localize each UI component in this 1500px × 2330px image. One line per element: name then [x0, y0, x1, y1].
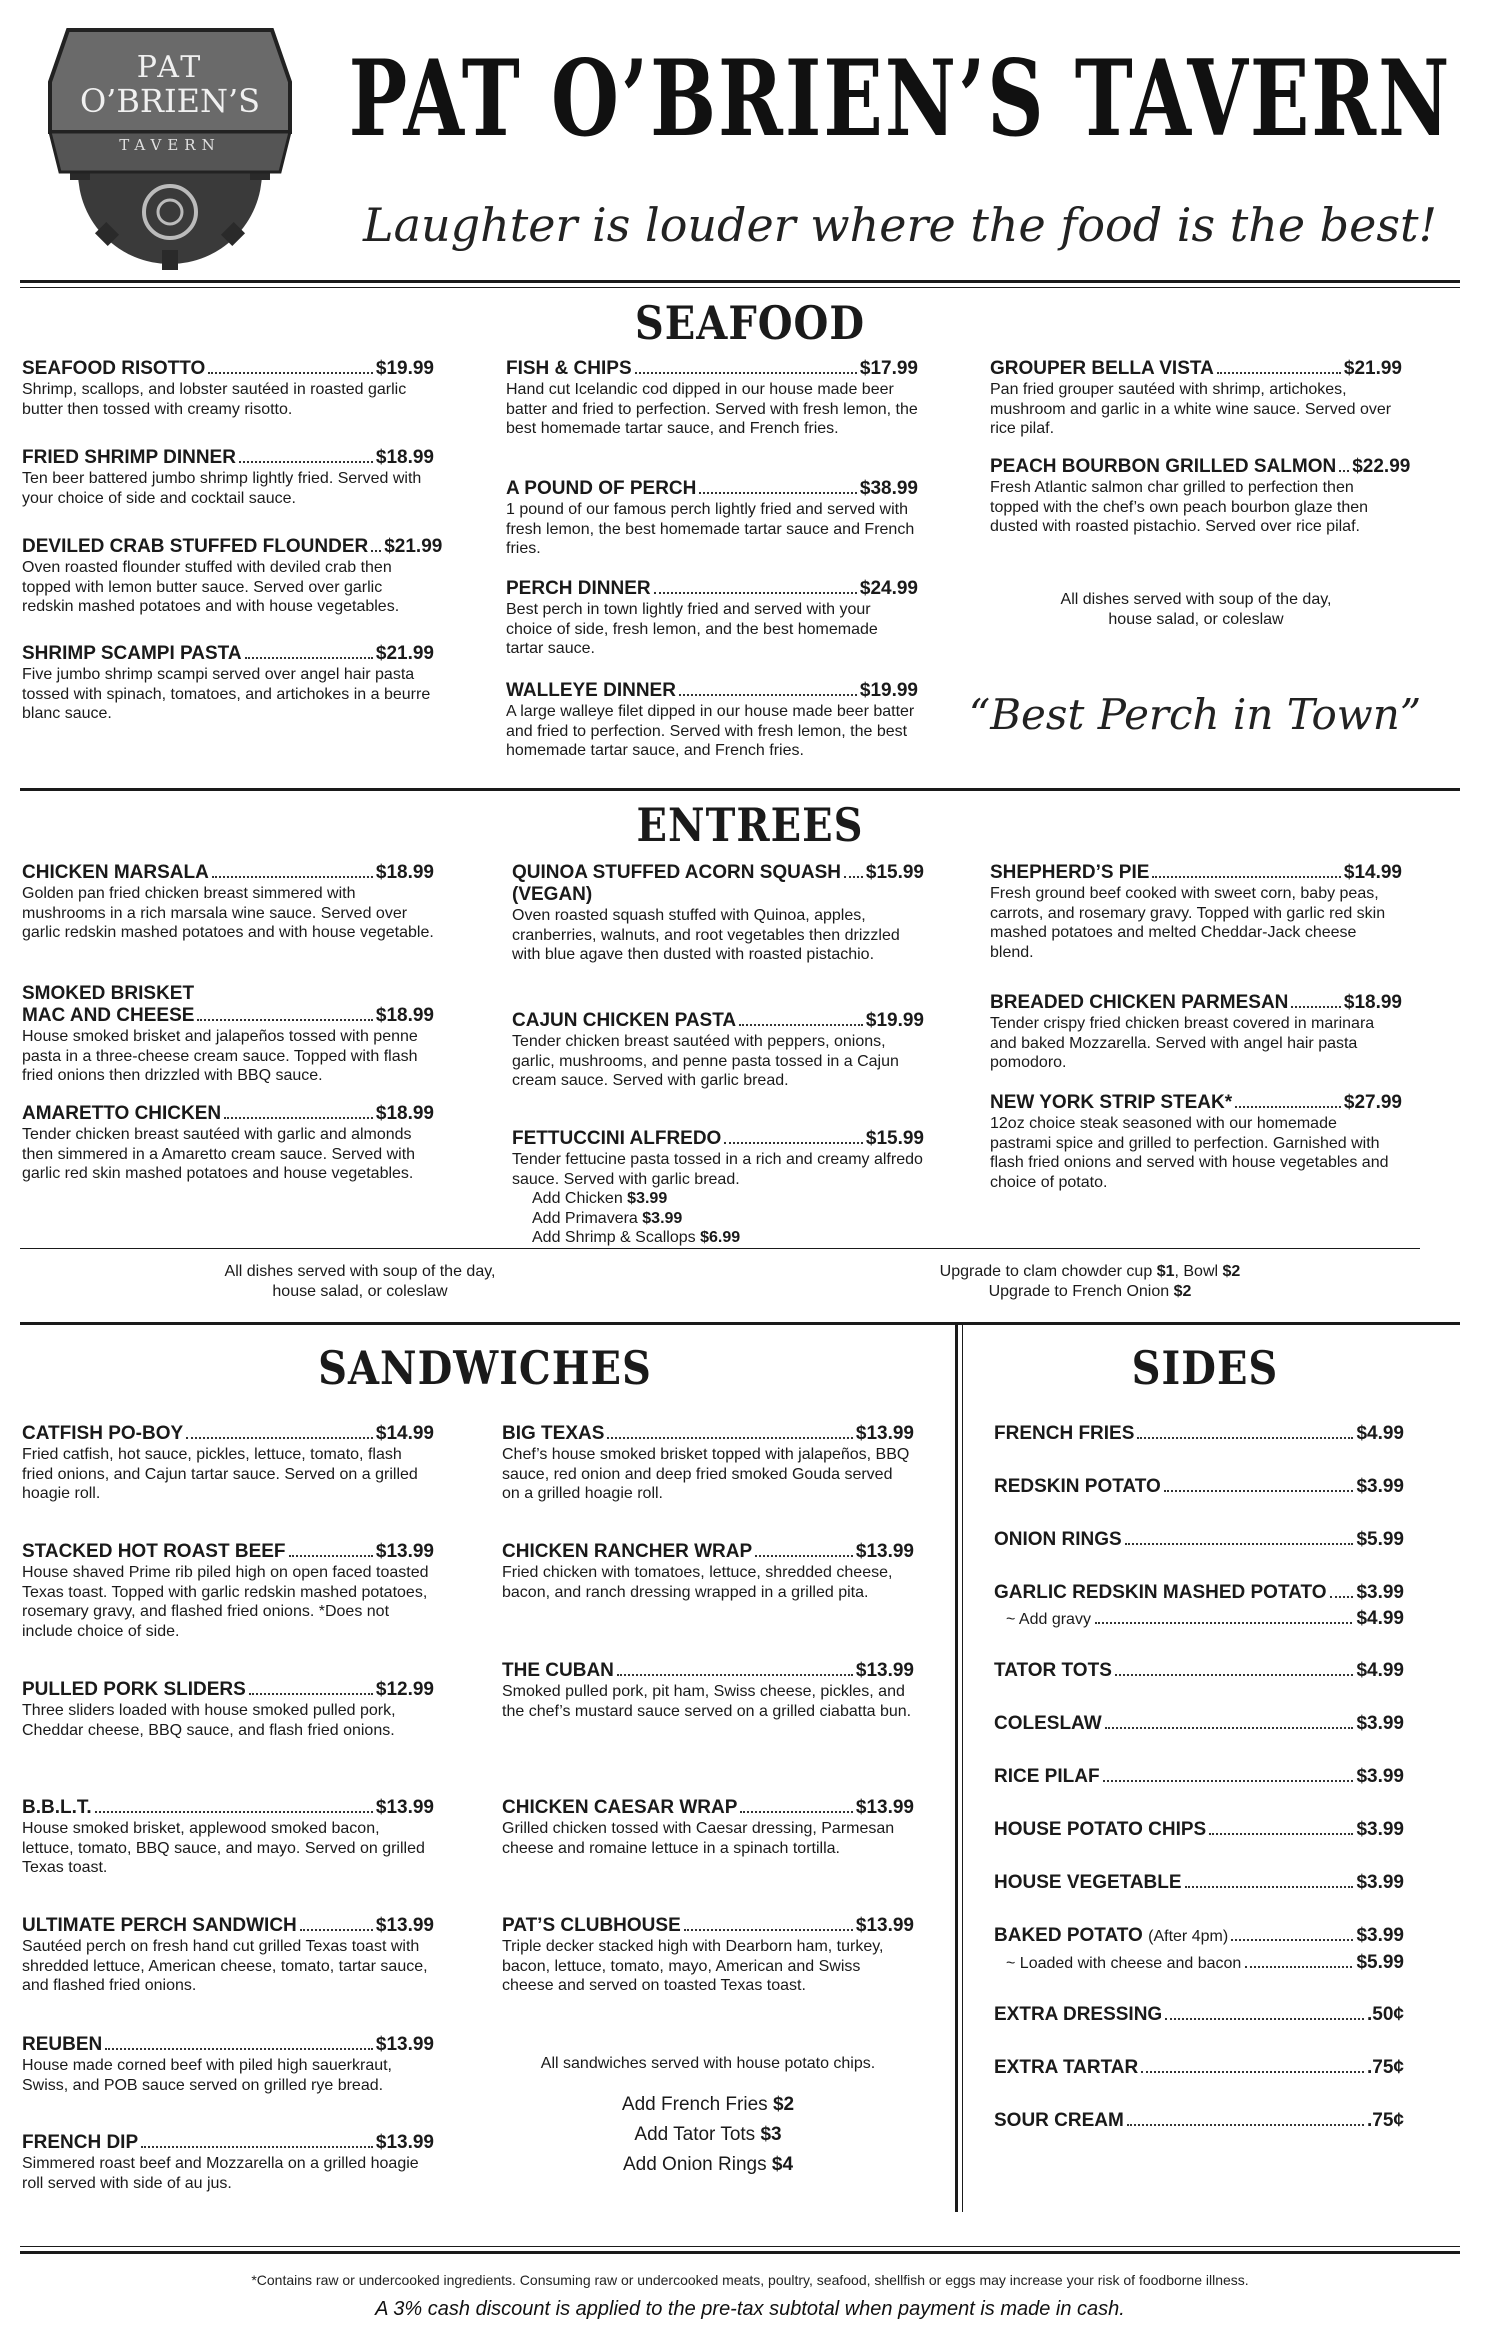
item-price: $38.99: [859, 478, 918, 499]
item-desc: Fried catfish, hot sauce, pickles, lettuce, tomato, flash fried onions, and Cajun tartar sauce. Served on a grilled hoagie roll.: [22, 1446, 418, 1502]
item-price: $19.99: [859, 680, 918, 701]
side-item: [994, 1819, 1404, 1841]
addon-line: Add Shrimp & Scallops $6.99: [532, 1229, 741, 1246]
logo-text-obriens: O’BRIEN’S: [79, 82, 261, 120]
side-option: ~ Loaded with cheese and bacon $5.99: [1006, 1952, 1404, 1973]
item-name: SEAFOOD RISOTTO: [22, 358, 206, 379]
item-price: $3.99: [1356, 1766, 1404, 1787]
logo-text-pat: PAT: [136, 50, 204, 85]
item-desc: Best perch in town lightly fried and served with your choice of side, fresh lemon, and the best homemade tartar sauce.: [506, 601, 878, 657]
item-name: CHICKEN CAESAR WRAP: [502, 1797, 738, 1818]
item-name: REUBEN: [22, 2034, 103, 2055]
menu-item: [22, 2034, 434, 2095]
menu-item: [506, 578, 918, 659]
item-name: REDSKIN POTATO: [994, 1476, 1161, 1497]
divider-entrees-notes: [20, 1248, 1420, 1249]
item-price: $3.99: [1356, 1925, 1404, 1946]
item-desc: Sautéed perch on fresh hand cut grilled Texas toast with shredded lettuce, American cheese, tomato, tartar sauce, and flashed fried onions.: [22, 1938, 428, 1994]
item-desc: Triple decker stacked high with Dearborn ham, turkey, bacon, lettuce, tomato, mayo, American and Swiss cheese and served on toasted Texas toast.: [502, 1938, 884, 1994]
item-price: $27.99: [1343, 1092, 1402, 1113]
item-note: (After 4pm): [1148, 1928, 1229, 1945]
divider-vertical-1: [955, 1322, 958, 2212]
side-item: [994, 1529, 1404, 1551]
page-title: PAT O’BRIEN’S TAVERN: [348, 38, 1452, 161]
item-name: FRENCH FRIES: [994, 1423, 1135, 1444]
item-name: SHEPHERD’S PIE: [990, 862, 1150, 883]
item-price: $13.99: [855, 1660, 914, 1681]
item-name: PERCH DINNER: [506, 578, 651, 599]
sandwiches-note: All sandwiches served with house potato chips.: [540, 2055, 876, 2072]
item-price: $15.99: [865, 1128, 924, 1149]
item-price: .50¢: [1367, 2004, 1404, 2025]
menu-item: [22, 536, 443, 617]
addon-line: Add French Fries $2: [621, 2094, 795, 2115]
item-desc: Tender chicken breast sautéed with garlic and almonds then simmered in a Amaretto cream sauce. Served with garlic red skin mashed potatoes and house vegetables.: [22, 1126, 416, 1182]
seafood-title: SEAFOOD: [634, 296, 866, 351]
logo-text-tavern: TAVERN: [119, 136, 221, 154]
addon-line: Add Primavera $3.99: [532, 1209, 683, 1227]
item-price: $18.99: [1343, 992, 1402, 1013]
sandwiches-title: SANDWICHES: [318, 1341, 652, 1396]
item-desc: Fresh ground beef cooked with sweet corn, baby peas, carrots, and rosemary gravy. Topped with garlic red skin mashed potatoes and melted Cheddar-Jack cheese blend.: [990, 885, 1386, 961]
item-name: RICE PILAF: [994, 1766, 1100, 1787]
menu-item: [502, 1915, 914, 1996]
item-name: HOUSE POTATO CHIPS: [994, 1819, 1207, 1840]
item-name-line2: (VEGAN): [512, 884, 593, 905]
item-price: $21.99: [384, 536, 443, 557]
item-desc: House smoked brisket, applewood smoked bacon, lettuce, tomato, BBQ sauce, and mayo. Served on grilled Texas toast.: [22, 1820, 425, 1876]
item-price: $13.99: [375, 1541, 434, 1562]
divider-top-1: [20, 280, 1460, 283]
side-item: [994, 1423, 1404, 1445]
addon-line: Add Tator Tots $3: [634, 2124, 782, 2145]
item-desc: Smoked pulled pork, pit ham, Swiss cheese, pickles, and the chef’s mustard sauce served on a grilled ciabatta bun.: [502, 1683, 912, 1720]
item-price: $13.99: [375, 2034, 434, 2055]
item-price: $14.99: [1343, 862, 1402, 883]
item-name: NEW YORK STRIP STEAK*: [990, 1092, 1233, 1113]
item-desc: Golden pan fried chicken breast simmered with mushrooms in a rich marsala wine sauce. Served over garlic redskin mashed potatoes and with house vegetable.: [22, 885, 434, 941]
menu-item: [506, 358, 918, 439]
side-item: [994, 2004, 1404, 2026]
item-desc: Five jumbo shrimp scampi served over angel hair pasta tossed with spinach, tomatoes, and artichokes in a beurre blanc sauce.: [22, 666, 431, 722]
menu-item: [990, 862, 1402, 962]
item-price: .75¢: [1367, 2057, 1404, 2078]
item-price: $3.99: [1356, 1872, 1404, 1893]
item-desc: Hand cut Icelandic cod dipped in our house made beer batter and fried to perfection. Served with fresh lemon, the best homemade tartar sauce, and French fries.: [506, 381, 918, 437]
logo-badge: [40, 22, 300, 272]
item-name: EXTRA TARTAR: [994, 2057, 1139, 2078]
item-price: $13.99: [855, 1797, 914, 1818]
item-name: ULTIMATE PERCH SANDWICH: [22, 1915, 297, 1936]
item-desc: Fried chicken with tomatoes, lettuce, shredded cheese, bacon, and ranch dressing wrapped in a grilled pita.: [502, 1564, 893, 1601]
item-name: CHICKEN MARSALA: [22, 862, 209, 883]
upgrade-line: Upgrade to clam chowder cup $1, Bowl $2: [939, 1263, 1241, 1280]
item-desc: Oven roasted squash stuffed with Quinoa, apples, cranberries, walnuts, and root vegetables then drizzled with blue agave then dusted with roasted pistachio.: [512, 907, 900, 963]
item-name: MAC AND CHEESE: [22, 1005, 195, 1026]
cash-discount-note: A 3% cash discount is applied to the pre-tax subtotal when payment is made in cash.: [375, 2298, 1125, 2320]
seafood-note: [990, 590, 1402, 630]
item-price: $14.99: [375, 1423, 434, 1444]
item-name: DEVILED CRAB STUFFED FLOUNDER: [22, 536, 369, 557]
item-name: BREADED CHICKEN PARMESAN: [990, 992, 1289, 1013]
item-desc: 12oz choice steak seasoned with our homemade pastrami spice and grilled to perfection. Garnished with flash fried onions and served with house vegetables and choice of potato.: [990, 1115, 1389, 1191]
item-name: EXTRA DRESSING: [994, 2004, 1163, 2025]
menu-item: [22, 1797, 434, 1878]
item-name: ONION RINGS: [994, 1529, 1122, 1550]
item-price: $13.99: [375, 1915, 434, 1936]
side-item: [994, 2110, 1404, 2132]
menu-item: [506, 680, 918, 761]
item-name: COLESLAW: [994, 1713, 1102, 1734]
item-name: GROUPER BELLA VISTA: [990, 358, 1214, 379]
menu-item: [22, 1679, 434, 1740]
menu-item: [22, 447, 434, 508]
item-desc: House shaved Prime rib piled high on open faced toasted Texas toast. Topped with garlic redskin mashed potatoes, rosemary gravy, and flashed fried onions. *Does not include choice of side.: [22, 1564, 429, 1640]
item-price: $12.99: [375, 1679, 434, 1700]
item-name: PEACH BOURBON GRILLED SALMON: [990, 456, 1337, 477]
divider-footer-2: [20, 2251, 1460, 2254]
menu-item: [22, 1423, 434, 1504]
item-name: STACKED HOT ROAST BEEF: [22, 1541, 286, 1562]
item-desc: House smoked brisket and jalapeños tossed with penne pasta in a three-cheese cream sauce. Topped with flash fried onions then drizzled with BBQ sauce.: [22, 1028, 418, 1084]
item-name: WALLEYE DINNER: [506, 680, 676, 701]
item-price: $19.99: [865, 1010, 924, 1031]
note-line: All dishes served with soup of the day,: [224, 1263, 496, 1280]
item-name: SOUR CREAM: [994, 2110, 1124, 2131]
item-name: PULLED PORK SLIDERS: [22, 1679, 246, 1700]
item-desc: Chef’s house smoked brisket topped with jalapeños, BBQ sauce, red onion and deep fried smoked Gouda served on a grilled hoagie roll.: [502, 1446, 910, 1502]
menu-item: [22, 1103, 434, 1184]
item-desc: Simmered roast beef and Mozzarella on a grilled hoagie roll served with side of au jus.: [22, 2155, 419, 2192]
item-name: CAJUN CHICKEN PASTA: [512, 1010, 737, 1031]
menu-item: [990, 456, 1411, 537]
item-name: TATOR TOTS: [994, 1660, 1112, 1681]
side-option: ~ Add gravy $4.99: [1006, 1608, 1404, 1629]
menu-item: [22, 1915, 434, 1996]
menu-item: [512, 1010, 924, 1091]
item-name: CHICKEN RANCHER WRAP: [502, 1541, 753, 1562]
item-price: $24.99: [859, 578, 918, 599]
item-name: THE CUBAN: [502, 1660, 614, 1681]
divider-entrees: [20, 788, 1460, 791]
divider-sandwiches: [20, 1322, 1460, 1325]
item-name: BAKED POTATO: [994, 1925, 1143, 1946]
item-price: $4.99: [1356, 1423, 1404, 1444]
item-desc: Tender chicken breast sautéed with peppers, onions, garlic, mushrooms, and penne pasta tossed in a Cajun cream sauce. Served with garlic bread.: [512, 1033, 899, 1089]
item-desc: Tender fettucine pasta tossed in a rich and creamy alfredo sauce. Served with garlic bread.: [512, 1151, 923, 1188]
menu-item: [502, 1660, 914, 1721]
item-name: FRIED SHRIMP DINNER: [22, 447, 236, 468]
menu-item: [512, 862, 924, 965]
item-price: $18.99: [375, 447, 434, 468]
note-line: house salad, or coleslaw: [272, 1283, 448, 1300]
item-name: AMARETTO CHICKEN: [22, 1103, 222, 1124]
item-price: $13.99: [855, 1423, 914, 1444]
item-name: PAT’S CLUBHOUSE: [502, 1915, 681, 1936]
item-desc: House made corned beef with piled high sauerkraut, Swiss, and POB sauce served on grilled rye bread.: [22, 2057, 392, 2094]
item-price: $19.99: [375, 358, 434, 379]
item-price: $18.99: [375, 1005, 434, 1026]
item-price: $15.99: [865, 862, 924, 883]
item-name: BIG TEXAS: [502, 1423, 605, 1444]
side-item: [994, 1476, 1404, 1498]
menu-item: [502, 1541, 914, 1602]
item-name: A POUND OF PERCH: [506, 478, 697, 499]
side-item: [994, 1713, 1404, 1735]
item-desc: Tender crispy fried chicken breast covered in marinara and baked Mozzarella. Served with angel hair pasta pomodoro.: [990, 1015, 1375, 1071]
item-name: FRENCH DIP: [22, 2132, 139, 2153]
menu-item: [22, 2132, 434, 2193]
item-desc: Ten beer battered jumbo shrimp lightly fried. Served with your choice of side and cocktail sauce.: [22, 470, 422, 507]
note-line: house salad, or coleslaw: [1108, 611, 1284, 628]
menu-item: [22, 1541, 434, 1641]
item-price: $13.99: [855, 1915, 914, 1936]
item-price: .75¢: [1367, 2110, 1404, 2131]
item-price: $3.99: [1356, 1476, 1404, 1497]
item-desc: Pan fried grouper sautéed with shrimp, artichokes, mushroom and garlic in a white wine sauce. Served over rice pilaf.: [990, 381, 1392, 437]
upgrade-line: Upgrade to French Onion $2: [988, 1283, 1192, 1300]
item-price: $3.99: [1356, 1582, 1404, 1603]
item-price: $21.99: [375, 643, 434, 664]
item-price: $4.99: [1356, 1660, 1404, 1681]
menu-item: [22, 358, 434, 419]
item-price: $13.99: [375, 1797, 434, 1818]
side-item: [994, 2057, 1404, 2079]
item-price: $3.99: [1356, 1713, 1404, 1734]
item-name: QUINOA STUFFED ACORN SQUASH: [512, 862, 841, 883]
disclaimer: *Contains raw or undercooked ingredients. Consuming raw or undercooked meats, poultry, seafood, shellfish or eggs may increase your risk of foodborne illness.: [251, 2272, 1249, 2288]
item-price: $13.99: [855, 1541, 914, 1562]
item-desc: 1 pound of our famous perch lightly fried and served with fresh lemon, the best homemade tartar sauce and French fries.: [506, 501, 915, 557]
menu-item: [990, 358, 1402, 439]
divider-footer-1: [20, 2246, 1460, 2247]
item-name: CATFISH PO-BOY: [22, 1423, 184, 1444]
item-price: $3.99: [1356, 1819, 1404, 1840]
item-name: HOUSE VEGETABLE: [994, 1872, 1182, 1893]
item-desc: Oven roasted flounder stuffed with deviled crab then topped with lemon butter sauce. Served over garlic redskin mashed potatoes and with house vegetables.: [22, 559, 400, 615]
item-price: $18.99: [375, 862, 434, 883]
tagline: Laughter is louder where the food is the best!: [363, 198, 1437, 252]
menu-item: [502, 1797, 914, 1858]
item-price: $5.99: [1356, 1529, 1404, 1550]
divider-top-2: [20, 287, 1460, 288]
item-price: $13.99: [375, 2132, 434, 2153]
addon-line: Add Onion Rings $4: [622, 2154, 794, 2175]
entrees-title: ENTREES: [636, 798, 864, 853]
sides-title: SIDES: [1131, 1341, 1279, 1396]
item-name: FETTUCCINI ALFREDO: [512, 1128, 722, 1149]
menu-item: [22, 983, 434, 1086]
menu-item: [502, 1423, 914, 1504]
menu-item: [990, 992, 1402, 1073]
item-desc: Fresh Atlantic salmon char grilled to perfection then topped with the chef’s own peach bourbon glaze then dusted with roasted pistachio. Served over rice pilaf.: [990, 479, 1369, 535]
menu-item: [990, 1092, 1402, 1192]
entrees-note: [150, 1262, 570, 1302]
side-item: [994, 1925, 1404, 1974]
menu-item: [22, 643, 434, 724]
item-price: $22.99: [1352, 456, 1411, 477]
item-name: SHRIMP SCAMPI PASTA: [22, 643, 242, 664]
item-price: $17.99: [859, 358, 918, 379]
best-perch-quote: “Best Perch in Town”: [968, 690, 1422, 739]
menu-item: [512, 1128, 924, 1248]
entrees-upgrades: [880, 1262, 1300, 1302]
item-desc: Three sliders loaded with house smoked pulled pork, Cheddar cheese, BBQ sauce, and flash fried onions.: [22, 1702, 396, 1739]
sandwiches-addons: [502, 2090, 914, 2180]
addon-line: Add Chicken $3.99: [532, 1190, 668, 1207]
side-item: [994, 1660, 1404, 1682]
item-desc: A large walleye filet dipped in our house made beer batter and fried to perfection. Served with fresh lemon, the best homemade tartar sauce, and French fries.: [506, 703, 915, 759]
note-line: All dishes served with soup of the day,: [1060, 591, 1332, 608]
item-price: $21.99: [1343, 358, 1402, 379]
item-name: FISH & CHIPS: [506, 358, 632, 379]
item-desc: Grilled chicken tossed with Caesar dressing, Parmesan cheese and romaine lettuce in a spinach tortilla.: [502, 1820, 895, 1857]
menu-item: [22, 862, 434, 943]
item-price: $18.99: [375, 1103, 434, 1124]
divider-vertical-2: [962, 1322, 963, 2212]
item-name: GARLIC REDSKIN MASHED POTATO: [994, 1582, 1327, 1603]
side-item: [994, 1766, 1404, 1788]
item-desc: Shrimp, scallops, and lobster sautéed in roasted garlic butter then tossed with creamy risotto.: [22, 381, 407, 418]
menu-item: [506, 478, 918, 559]
item-name-line1: SMOKED BRISKET: [22, 983, 195, 1004]
side-item: [994, 1582, 1404, 1630]
side-item: [994, 1872, 1404, 1894]
item-name: B.B.L.T.: [22, 1797, 92, 1818]
